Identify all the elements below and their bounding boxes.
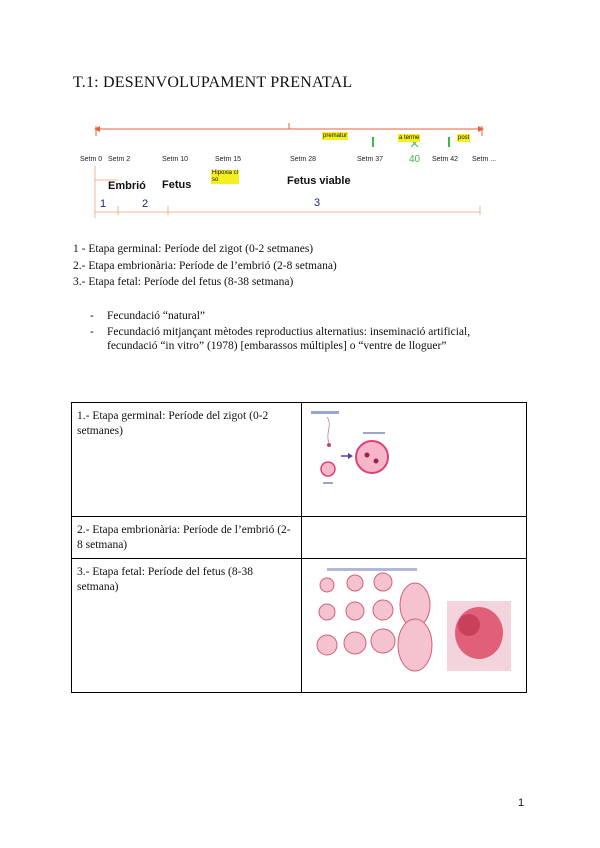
fetal-stage	[371, 629, 395, 653]
stage-line-2: 2.- Etapa embrionària: Període de l’embrió (2-8 setmana)	[73, 260, 337, 272]
tick-setm-28: Setm 28	[290, 156, 317, 163]
fetal-stage	[319, 604, 335, 620]
stage-line-1: 1 - Etapa germinal: Període del zigot (0-2 setmanes)	[73, 243, 314, 255]
ovum-cell	[321, 462, 335, 476]
bullet-text-natural: Fecundació “natural”	[107, 310, 206, 322]
sperm-head	[327, 443, 331, 447]
zygote-label-bar	[363, 432, 385, 434]
list-item: - Fecundació mitjançant mètodes reproductius alternatius: inseminació artificial, fecundació “in vitro” (1978) [embarassos múltiples] o “ventre de lloguer”	[90, 325, 510, 354]
stage-line-3: 3.- Etapa fetal: Període del fetus (8-38 setmana)	[73, 276, 294, 288]
stage-number-2: 2	[142, 198, 149, 210]
fetus-head	[458, 614, 480, 636]
fetal-development	[307, 565, 512, 675]
fetal-stage	[374, 573, 392, 591]
pronucleus-1	[365, 453, 370, 458]
stages-table	[71, 402, 527, 693]
tick-setm-more: Setm ...	[472, 156, 497, 163]
ovum-label-bar	[323, 482, 333, 484]
fetal-stage	[346, 602, 364, 620]
zygote-diagram	[307, 409, 407, 501]
arrow-head	[348, 453, 353, 459]
pronucleus-2	[374, 459, 379, 464]
page-title: T.1: DESENVOLUPAMENT PRENATAL	[73, 74, 353, 91]
fetal-stage-grid	[317, 573, 432, 671]
table-cell-zygote-image	[302, 403, 527, 517]
list-item: - Fecundació “natural”	[90, 310, 206, 322]
table-row	[72, 403, 527, 517]
stage-number-1: 1	[100, 198, 107, 210]
tick-setm-2: Setm 2	[108, 156, 131, 163]
table-cell-embrionaria: 2.- Etapa embrionària: Període de l’embrió (2-8 setmana)	[72, 517, 302, 559]
stage-fetus: Fetus	[162, 179, 192, 191]
fetal-stage	[344, 632, 366, 654]
label-hipoxia: Hipoxia cl so	[212, 170, 239, 183]
fetal-stage	[347, 575, 363, 591]
tick-setm-42: Setm 42	[432, 156, 459, 163]
tick-setm-15: Setm 15	[215, 156, 242, 163]
label-a-terme: a terme	[399, 135, 420, 141]
timeline-arrow-right-head	[478, 126, 484, 132]
table-row	[72, 517, 527, 559]
prenatal-timeline	[80, 118, 500, 218]
table-cell-empty	[302, 517, 527, 559]
label-post: post	[458, 135, 470, 141]
zygote-caption-bar	[311, 411, 339, 414]
table-cell-fetal: 3.- Etapa fetal: Període del fetus (8-38 setmana)	[72, 559, 302, 693]
table-row	[72, 559, 527, 693]
stage-embrio: Embrió	[108, 180, 146, 192]
fetal-caption-bar	[327, 568, 417, 571]
table-cell-germinal: 1.- Etapa germinal: Període del zigot (0-2 setmanes)	[72, 403, 302, 517]
table-cell-fetal-image	[302, 559, 527, 693]
fetal-stage	[317, 635, 337, 655]
zygote-cell	[356, 441, 388, 473]
page-number: 1	[518, 797, 525, 809]
tick-setm-37: Setm 37	[357, 156, 384, 163]
bullet-list	[90, 309, 510, 355]
fetal-stage	[373, 600, 393, 620]
timeline-arrow-left-head	[94, 126, 100, 132]
fetal-stage	[320, 578, 334, 592]
tick-setm-0: Setm 0	[80, 156, 103, 163]
stage-number-3: 3	[314, 197, 321, 209]
stage-fetus-viable: Fetus viable	[287, 175, 351, 187]
bullet-text-alternatius: Fecundació mitjançant mètodes reproductius alternatius: inseminació artificial, fecundació “in vitro” (1978) [embarassos múltiples] o “ventre de lloguer”	[107, 325, 471, 352]
sperm-tail	[327, 417, 329, 443]
fetal-stage-large	[398, 619, 432, 671]
tick-setm-10: Setm 10	[162, 156, 189, 163]
green-week-40: 40	[409, 154, 421, 165]
label-prematur: prematur	[323, 133, 348, 139]
